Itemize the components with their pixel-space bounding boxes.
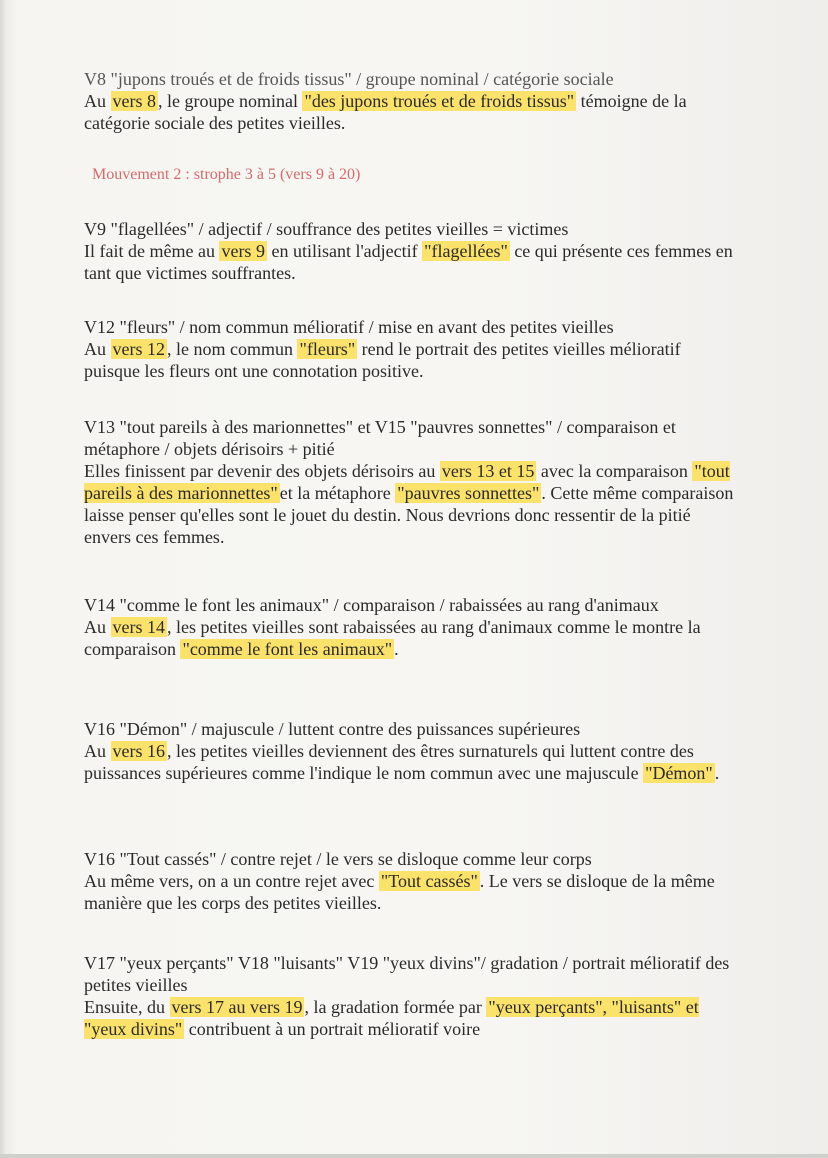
highlighted-quote: "comme le font les animaux" [182, 639, 393, 659]
note-body [84, 870, 734, 914]
note-v9 [84, 218, 734, 284]
note-v13 [84, 416, 734, 548]
page-bottom-rule [0, 1154, 828, 1158]
body-text: , les petites vieilles deviennent des êtres surnaturels qui luttent contre des puissances supérieures comme l'indique le nom commun avec une majuscule [84, 741, 694, 783]
body-text: rend le portrait des petites vieilles mélioratif puisque les fleurs ont une connotation positive. [84, 339, 681, 381]
highlighted-quote: "pauvres sonnettes" [397, 483, 540, 503]
note-heading: V17 "yeux perçants" V18 "luisants" V19 "yeux divins"/ gradation / portrait mélioratif des petites vieilles [84, 953, 730, 995]
body-text: . Cette même comparaison laisse penser qu'elles sont le jouet du destin. Nous devrions donc ressentir de la pitié envers ces femmes. [84, 483, 734, 547]
note-body [84, 338, 734, 382]
body-text: Au [84, 339, 111, 359]
body-text: , le nom commun [167, 339, 298, 359]
note-v12 [84, 316, 734, 382]
note-v16-tout-casses [84, 848, 734, 914]
body-text: Ensuite, du [84, 997, 170, 1017]
highlighted-quote: vers 8 [112, 91, 156, 111]
note-heading: V14 "comme le font les animaux" / comparaison / rabaissées au rang d'animaux [84, 595, 659, 615]
note-v14 [84, 594, 734, 660]
note-heading: V16 "Démon" / majuscule / luttent contre des puissances supérieures [84, 719, 581, 739]
body-text: , la gradation formée par [304, 997, 487, 1017]
section-title: Mouvement 2 : strophe 3 à 5 (vers 9 à 20) [92, 166, 361, 183]
body-text: . Le vers se disloque de la même manière que les corps des petites vieilles. [84, 871, 715, 913]
highlighted-quote: "flagellées" [424, 241, 508, 261]
body-text: témoigne de la catégorie sociale des petites vieilles. [84, 91, 687, 133]
page-edge-shadow [0, 0, 6, 1158]
highlighted-quote: "fleurs" [299, 339, 356, 359]
highlighted-quote: "tout pareils à des marionnettes" [84, 461, 730, 503]
body-text: Il fait de même au [84, 241, 220, 261]
body-text: . [714, 763, 720, 783]
note-body [84, 240, 734, 284]
body-text: , le groupe nominal [158, 91, 303, 111]
body-text: . [394, 639, 399, 659]
highlighted-quote: vers 12 [112, 339, 165, 359]
body-text: Elles finissent par devenir des objets dérisoirs au [84, 461, 440, 481]
body-text: avec la comparaison [536, 461, 693, 481]
body-text: et la métaphore [279, 483, 396, 503]
note-v8 [84, 68, 734, 134]
note-heading: V12 "fleurs" / nom commun mélioratif / mise en avant des petites vieilles [84, 317, 614, 337]
note-body [84, 616, 734, 660]
note-v17-v19 [84, 952, 734, 1040]
note-body [84, 996, 734, 1040]
note-heading: V9 "flagellées" / adjectif / souffrance des petites vieilles = victimes [84, 219, 569, 239]
highlighted-quote: "yeux perçants", "luisants" et "yeux divins" [84, 997, 699, 1039]
note-heading: V16 "Tout cassés" / contre rejet / le vers se disloque comme leur corps [84, 849, 592, 869]
note-body [84, 90, 734, 134]
body-text: Au [84, 91, 111, 111]
highlighted-quote: vers 13 et 15 [441, 461, 535, 481]
highlighted-quote: vers 17 au vers 19 [171, 997, 303, 1017]
note-heading: V13 "tout pareils à des marionnettes" et V15 "pauvres sonnettes" / comparaison et métaphore / objets dérisoirs + pitié [84, 417, 676, 459]
body-text: contribuent à un portrait mélioratif voire [184, 1019, 481, 1039]
body-text: Au [84, 617, 111, 637]
note-body [84, 460, 734, 548]
body-text: Au même vers, on a un contre rejet avec [84, 871, 379, 891]
highlighted-quote: "Tout cassés" [380, 871, 478, 891]
note-heading: V8 "jupons troués et de froids tissus" / groupe nominal / catégorie sociale [84, 69, 614, 89]
highlighted-quote: "Démon" [645, 763, 713, 783]
note-body [84, 740, 734, 784]
body-text: Au [84, 741, 111, 761]
highlighted-quote: vers 16 [112, 741, 165, 761]
highlighted-quote: vers 9 [221, 241, 265, 261]
body-text: , les petites vieilles sont rabaissées au rang d'animaux comme le montre la comparaison [84, 617, 701, 659]
body-text: ce qui présente ces femmes en tant que victimes souffrantes. [84, 241, 733, 283]
note-v16-demon [84, 718, 734, 784]
highlighted-quote: vers 14 [112, 617, 165, 637]
highlighted-quote: "des jupons troués et de froids tissus" [304, 91, 575, 111]
body-text: en utilisant l'adjectif [266, 241, 423, 261]
